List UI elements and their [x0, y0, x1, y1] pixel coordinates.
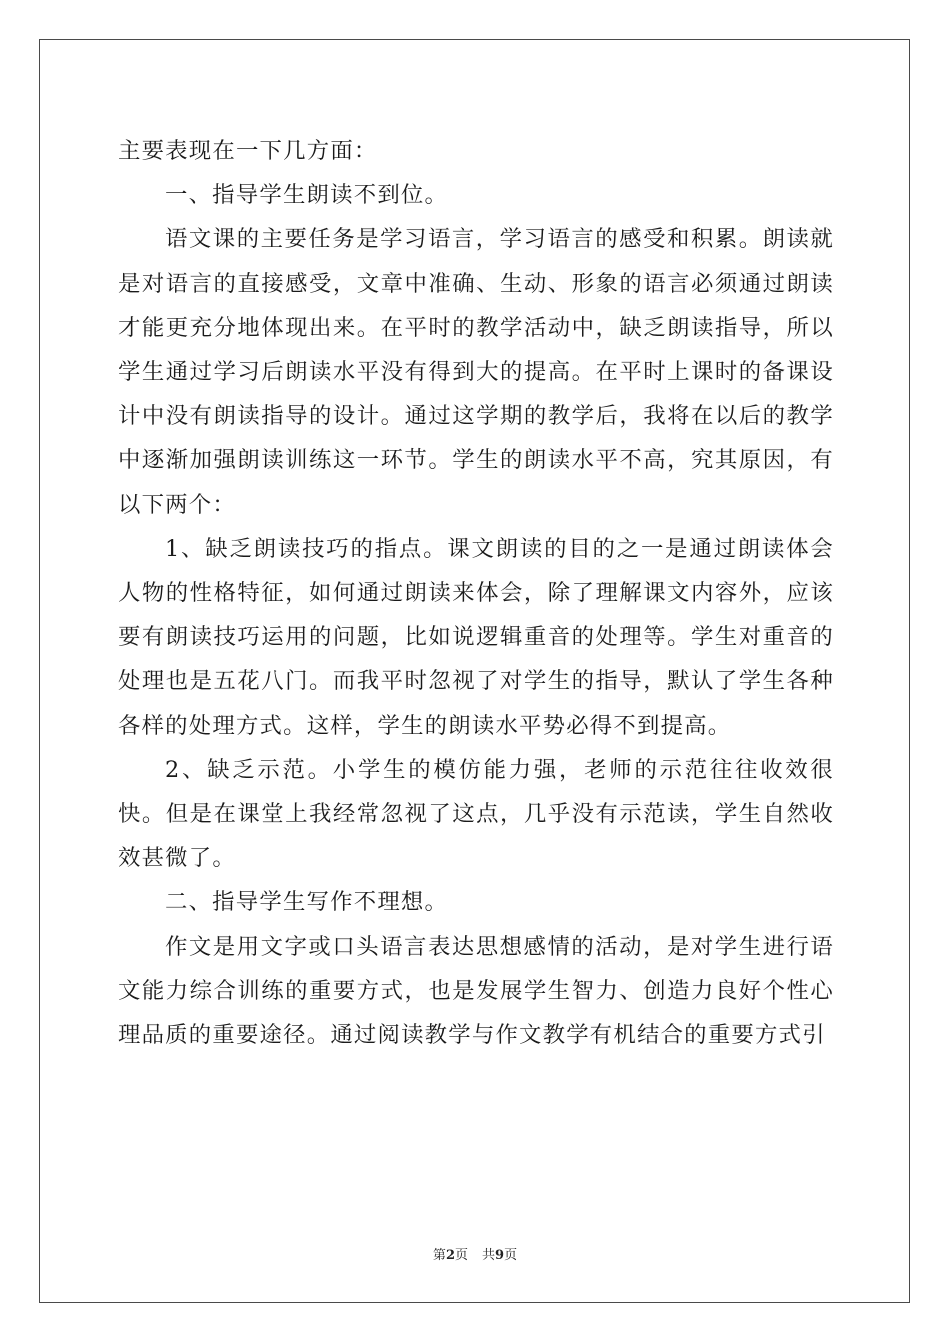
total-suffix: 页: [504, 1248, 518, 1263]
total-pages-number: 9: [495, 1248, 505, 1263]
heading-section-2: 二、指导学生写作不理想。: [165, 889, 449, 916]
page-prefix: 第: [432, 1248, 446, 1263]
paragraph-3: 语文课的主要任务是学习语言，学习语言的感受和积累。朗读就是对语言的直接感受，文章中准确、生动、形象的语言必须通过朗读才能更充分地体现出来。在平时的教学活动中，缺乏朗读指导，所以学生通过学习后朗读水平没有得到大的提高。在平时上课时的备课设计中没有朗读指导的设计。通过这学期的教学后，我将在以后的教学中逐渐加强朗读训练这一环节。学生的朗读水平不高，究其原因，有以下两个：: [118, 226, 834, 518]
document-body: [118, 129, 834, 1057]
paragraph-4: 1、缺乏朗读技巧的指点。课文朗读的目的之一是通过朗读体会人物的性格特征，如何通过朗读来体会，除了理解课文内容外，应该要有朗读技巧运用的问题，比如说逻辑重音的处理等。学生对重音的处理也是五花八门。而我平时忽视了对学生的指导，默认了学生各种各样的处理方式。这样，学生的朗读水平势必得不到提高。: [118, 535, 834, 739]
total-prefix: 共: [482, 1248, 496, 1263]
current-page-number: 2: [445, 1248, 455, 1263]
paragraph-7: 作文是用文字或口头语言表达思想感情的活动，是对学生进行语文能力综合训练的重要方式，也是发展学生智力、创造力良好个性心理品质的重要途径。通过阅读教学与作文教学有机结合的重要方式引: [118, 933, 834, 1049]
heading-section-1: 一、指导学生朗读不到位。: [165, 182, 449, 209]
paragraph-5: 2、缺乏示范。小学生的模仿能力强，老师的示范往往收效很快。但是在课堂上我经常忽视了这点，几乎没有示范读，学生自然收效甚微了。: [118, 756, 834, 872]
page-footer: [0, 1244, 950, 1263]
paragraph-1: 主要表现在一下几方面：: [118, 138, 378, 164]
page-suffix: 页: [454, 1248, 468, 1263]
